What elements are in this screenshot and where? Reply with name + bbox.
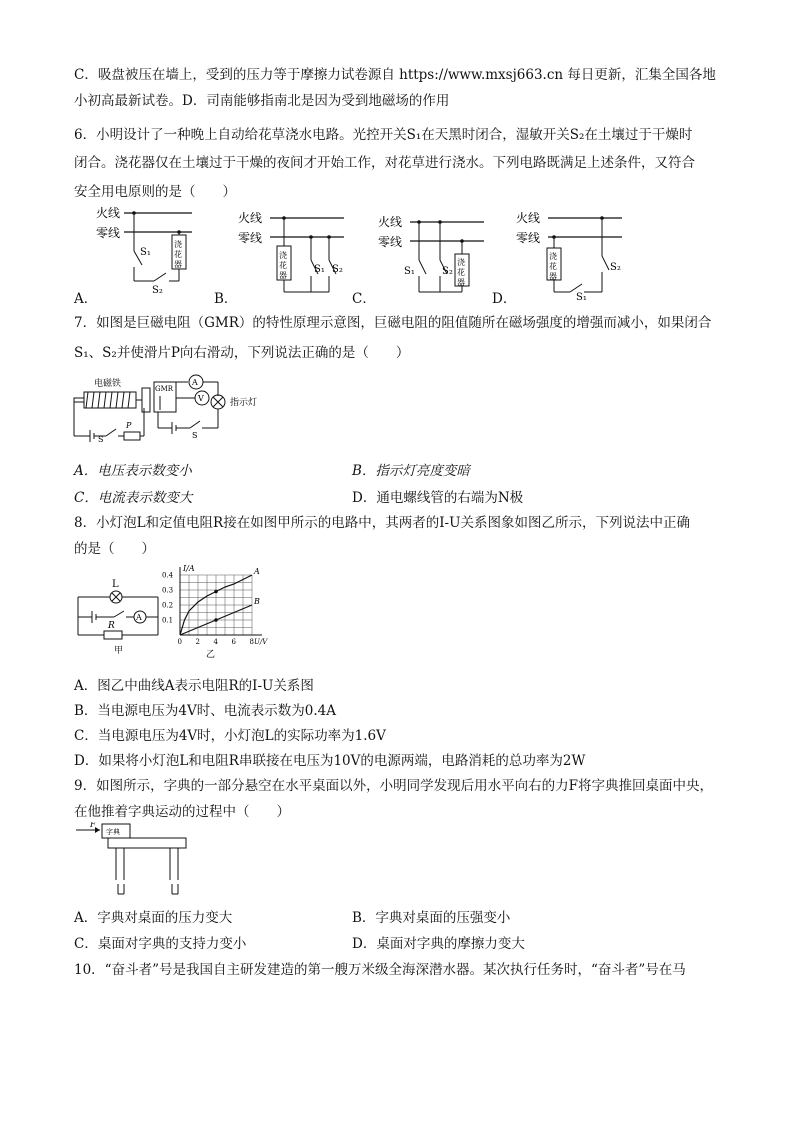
svg-text:V: V bbox=[198, 394, 204, 403]
svg-text:花: 花 bbox=[549, 262, 557, 271]
fire-line-label: 火线 bbox=[96, 206, 121, 220]
svg-text:花: 花 bbox=[457, 268, 465, 277]
q6-circuit-a bbox=[94, 203, 194, 295]
q10-stem-line-1: 10．“奋斗者”号是我国自主研发建造的第一艘万米级全海深潜水器。某次执行任务时，“奋斗者”号在马 bbox=[74, 962, 686, 978]
iu-chart-labels bbox=[162, 564, 268, 659]
svg-text:S: S bbox=[192, 431, 198, 440]
svg-text:P: P bbox=[126, 421, 132, 430]
svg-text:花: 花 bbox=[174, 250, 182, 259]
svg-text:电磁铁: 电磁铁 bbox=[94, 379, 122, 389]
figure-caption: 乙 bbox=[206, 650, 216, 659]
svg-text:火线: 火线 bbox=[378, 215, 403, 229]
q7-gmr-circuit bbox=[72, 372, 282, 444]
q6-stem-line-2: 闭合。浇花器仅在土壤过于干燥的夜间才开始工作，对花草进行浇水。下列电路既满足上述条件，又符合 bbox=[74, 155, 695, 171]
q5-line-2: 小初高最新试卷。D．司南能够指南北是因为受到地磁场的作用 bbox=[74, 93, 450, 109]
iu-chart-axes bbox=[180, 567, 262, 635]
q7-option-d: D．通电螺线管的右端为N极 bbox=[352, 490, 524, 506]
svg-text:GMR: GMR bbox=[155, 385, 174, 393]
svg-text:火线: 火线 bbox=[238, 211, 263, 225]
series-point bbox=[214, 618, 218, 622]
q6-circuit-d bbox=[514, 208, 624, 300]
q7-option-a: A．电压表示数变小 bbox=[74, 463, 192, 479]
q6-option-c-label: C． bbox=[352, 291, 376, 307]
svg-text:甲: 甲 bbox=[114, 646, 124, 656]
neutral-line-label: 零线 bbox=[96, 226, 121, 240]
svg-text:指示灯: 指示灯 bbox=[230, 398, 258, 408]
q9-option-c: C．桌面对字典的支持力变小 bbox=[74, 936, 247, 952]
q8-option-b: B．当电源电压为4V时、电流表示数为0.4A bbox=[74, 703, 336, 719]
svg-text:S₂: S₂ bbox=[152, 285, 163, 295]
svg-text:零线: 零线 bbox=[378, 235, 403, 249]
q6-option-b-label: B． bbox=[214, 291, 238, 307]
svg-text:浇: 浇 bbox=[549, 252, 557, 261]
q8-option-d: D．如果将小灯泡L和电阻R串联接在电压为10V的电源两端，电路消耗的总功率为2W bbox=[74, 753, 586, 769]
q5-line-1: C．吸盘被压在墙上，受到的压力等于摩擦力试卷源自 https://www.mxsj663.cn 每日更新，汇集全国各地 bbox=[74, 67, 716, 83]
x-tick-label: 6 bbox=[231, 638, 236, 646]
q9-stem-line-2: 在他推着字典运动的过程中（ ） bbox=[74, 804, 290, 820]
q8-option-c: C．当电源电压为4V时，小灯泡L的实际功率为1.6V bbox=[74, 728, 386, 744]
svg-text:器: 器 bbox=[279, 271, 287, 280]
svg-text:浇: 浇 bbox=[174, 240, 182, 249]
q7-option-b: B．指示灯亮度变暗 bbox=[352, 463, 470, 479]
svg-text:器: 器 bbox=[457, 278, 465, 287]
x-tick-label: 8 bbox=[249, 638, 254, 646]
q9-option-d: D．桌面对字典的摩擦力变大 bbox=[352, 936, 525, 952]
svg-text:S₂: S₂ bbox=[442, 266, 453, 277]
y-tick-label: 0.3 bbox=[162, 586, 174, 595]
y-tick-label: 0.1 bbox=[162, 616, 174, 625]
iu-chart-grid bbox=[180, 575, 252, 635]
q7-option-c: C．电流表示数变大 bbox=[74, 490, 193, 506]
q7-stem-line-1: 7．如图是巨磁电阻（GMR）的特性原理示意图，巨磁电阻的阻值随所在磁场强度的增强而减小，如果闭合 bbox=[74, 315, 712, 331]
q8-circuit-jia bbox=[74, 575, 164, 657]
x-tick-label: 4 bbox=[213, 638, 218, 646]
svg-text:浇: 浇 bbox=[279, 251, 287, 260]
y-tick-label: 0.2 bbox=[162, 601, 174, 610]
svg-text:A: A bbox=[192, 378, 198, 387]
q8-option-a: A．图乙中曲线A表示电阻R的I-U关系图 bbox=[74, 678, 314, 694]
q8-stem-line-2: 的是（ ） bbox=[74, 541, 155, 557]
q6-circuit-c bbox=[376, 212, 486, 302]
svg-text:S₁: S₁ bbox=[140, 247, 151, 258]
svg-text:L: L bbox=[112, 579, 119, 590]
svg-text:零线: 零线 bbox=[516, 231, 541, 245]
x-axis-label: U/V bbox=[254, 638, 268, 646]
x-tick-label: 2 bbox=[195, 638, 200, 646]
svg-text:S₁: S₁ bbox=[314, 264, 325, 275]
q6-option-a-label: A． bbox=[74, 291, 98, 307]
svg-text:字典: 字典 bbox=[106, 828, 120, 836]
q6-stem-line-3: 安全用电原则的是（ ） bbox=[74, 184, 236, 200]
x-tick-label: 0 bbox=[177, 638, 182, 646]
series-point bbox=[214, 590, 218, 594]
y-tick-label: 0.4 bbox=[162, 571, 174, 580]
svg-text:浇: 浇 bbox=[457, 258, 465, 267]
series-label-A: A bbox=[254, 567, 260, 576]
series-label-B: B bbox=[254, 597, 260, 606]
svg-text:A: A bbox=[136, 613, 142, 622]
q9-stem-line-1: 9．如图所示，字典的一部分悬空在水平桌面以外，小明同学发现后用水平向右的力F将字典推回桌面中央， bbox=[74, 778, 713, 794]
q9-option-a: A．字典对桌面的压力变大 bbox=[74, 910, 233, 926]
q9-option-b: B．字典对桌面的压强变小 bbox=[352, 910, 511, 926]
svg-text:零线: 零线 bbox=[238, 231, 263, 245]
y-axis-label: I/A bbox=[183, 564, 195, 573]
svg-text:花: 花 bbox=[279, 261, 287, 270]
svg-text:S: S bbox=[98, 435, 104, 444]
svg-text:S₂: S₂ bbox=[332, 264, 343, 275]
q8-stem-line-1: 8．小灯泡L和定值电阻R接在如图甲所示的电路中，其两者的I-U关系图象如图乙所示，下列说法中正确 bbox=[74, 515, 690, 531]
svg-text:R: R bbox=[108, 621, 115, 631]
svg-text:S₁: S₁ bbox=[404, 266, 415, 277]
svg-text:器: 器 bbox=[549, 272, 557, 281]
svg-text:S₂: S₂ bbox=[610, 262, 621, 273]
svg-text:F: F bbox=[90, 822, 96, 829]
svg-text:器: 器 bbox=[174, 260, 182, 269]
q6-option-d-label: D． bbox=[492, 291, 517, 307]
q8-iu-chart bbox=[160, 563, 280, 659]
svg-text:S₁: S₁ bbox=[576, 292, 587, 300]
q9-table-figure bbox=[74, 822, 194, 896]
q6-stem-line-1: 6．小明设计了一种晚上自动给花草浇水电路。光控开关S₁在天黑时闭合，湿敏开关S₂在土壤过于干燥时 bbox=[74, 127, 693, 143]
svg-text:火线: 火线 bbox=[516, 211, 541, 225]
q7-stem-line-2: S₁、S₂并使滑片P向右滑动，下列说法正确的是（ ） bbox=[74, 345, 410, 361]
q6-circuit-b bbox=[236, 208, 346, 298]
